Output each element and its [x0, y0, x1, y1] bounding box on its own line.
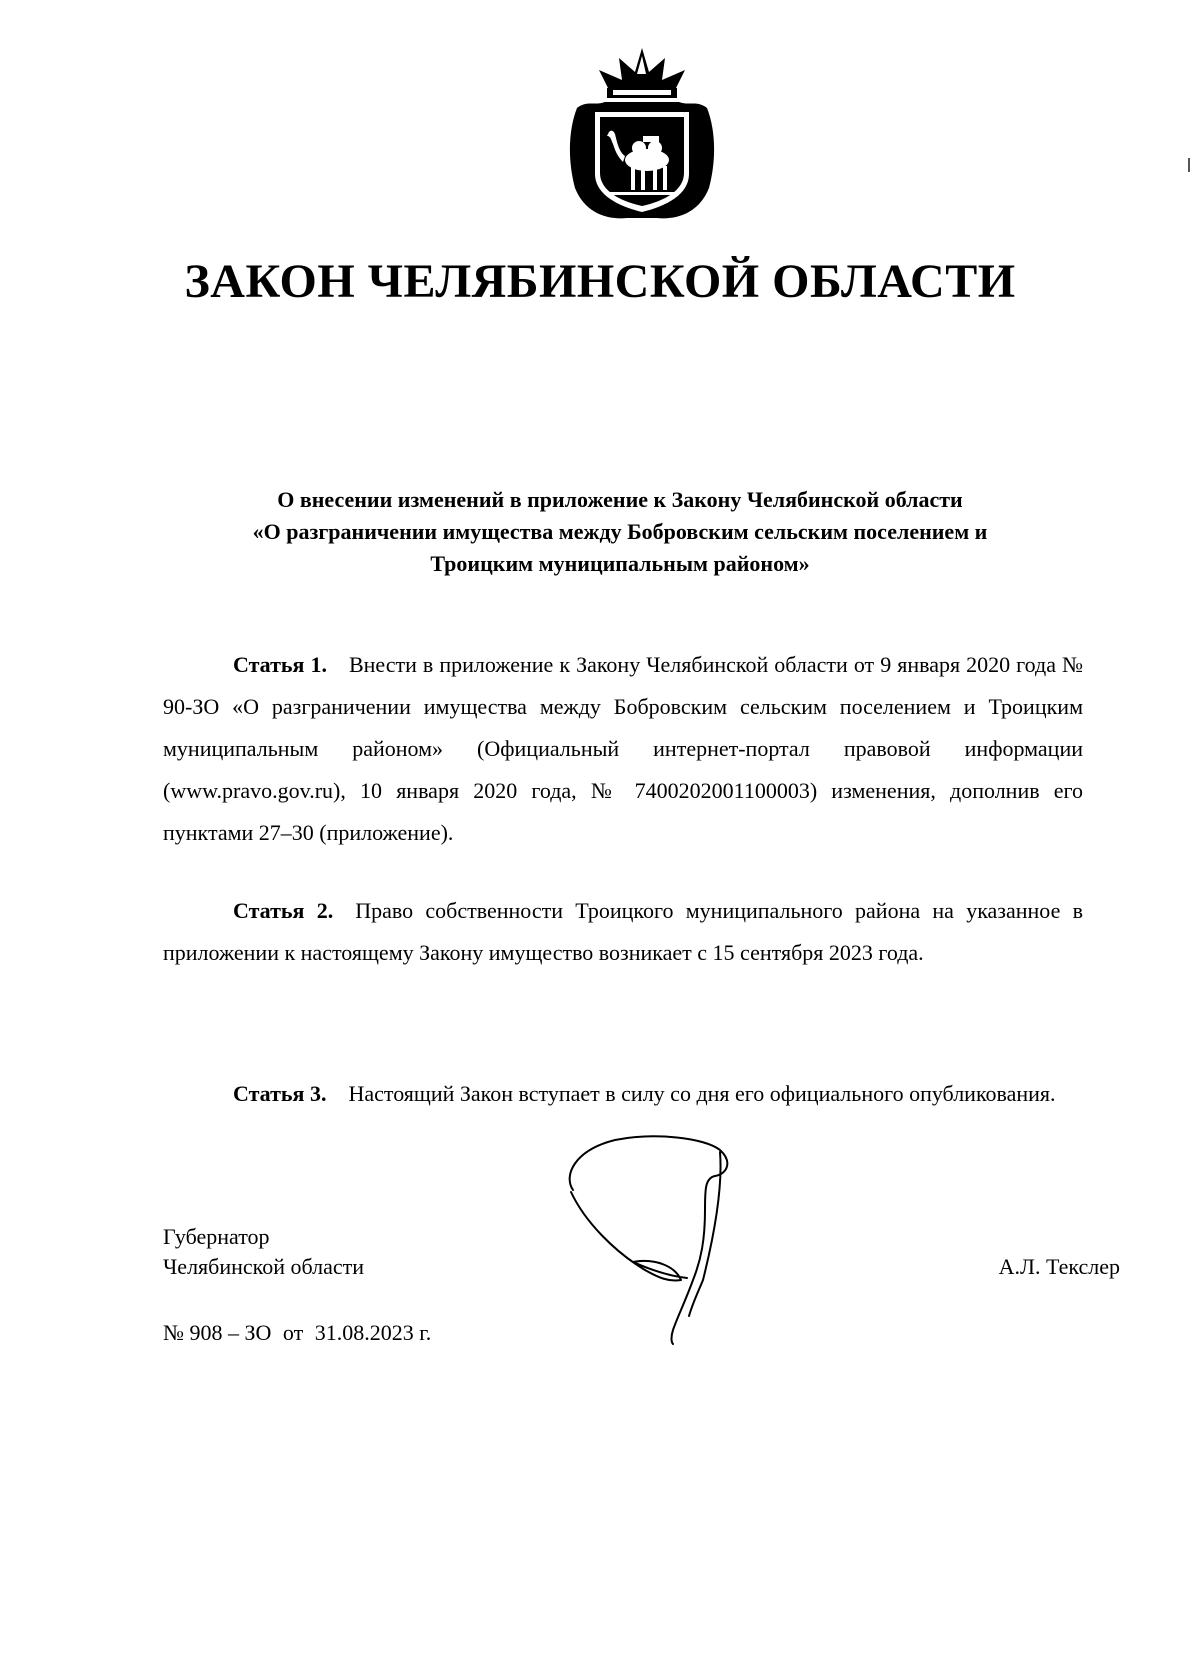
scan-edge-mark [1188, 158, 1190, 172]
handwritten-signature [555, 1130, 745, 1345]
article-text: Право собственности Троицкого муниципального района на указанное в приложении к настоящему Закону имущество возникает с 15 сентября 2023 года. [163, 898, 1084, 965]
article-label: Статья 1. [233, 652, 327, 677]
article-label: Статья 2. [233, 898, 334, 923]
article-label: Статья 3. [233, 1081, 327, 1106]
subject-line: О внесении изменений в приложение к Закону Челябинской области [277, 487, 963, 512]
article-3 [163, 1073, 1083, 1115]
subject-line: «О разграничении имущества между Бобровским сельским поселением и [252, 519, 988, 544]
subject-line: Троицким муниципальным районом» [430, 551, 810, 576]
crown-icon [599, 48, 685, 98]
law-registration-number [163, 1318, 437, 1348]
position-line: Челябинской области [163, 1254, 365, 1279]
law-subject-heading [160, 484, 1080, 580]
law-title: ЗАКОН ЧЕЛЯБИНСКОЙ ОБЛАСТИ [184, 255, 1016, 308]
signatory-name: А.Л. Текслер [998, 1254, 1120, 1279]
article-1 [163, 644, 1083, 854]
law-date: 31.08.2023 г. [314, 1320, 432, 1345]
signatory-position [163, 1222, 364, 1282]
article-2 [163, 890, 1083, 974]
article-text: Настоящий Закон вступает в силу со дня его официального опубликования. [348, 1081, 1056, 1106]
number-part: № 908 – ЗО [163, 1320, 272, 1345]
coat-of-arms-icon [567, 48, 717, 228]
article-text: Внести в приложение к Закону Челябинской области от 9 января 2020 года № 90-ЗО «О разграничении имущества между Бобровским сельским поселением и Троицким муниципальным районом» (Официальный интернет-портал правовой информации (www.pravo.gov.ru), 10 января 2020 года, № 7400202001100003) изменения, дополнив его пунктами 27–30 (приложение). [163, 652, 1083, 845]
position-line: Губернатор [163, 1224, 270, 1249]
from-word: от [282, 1320, 304, 1345]
